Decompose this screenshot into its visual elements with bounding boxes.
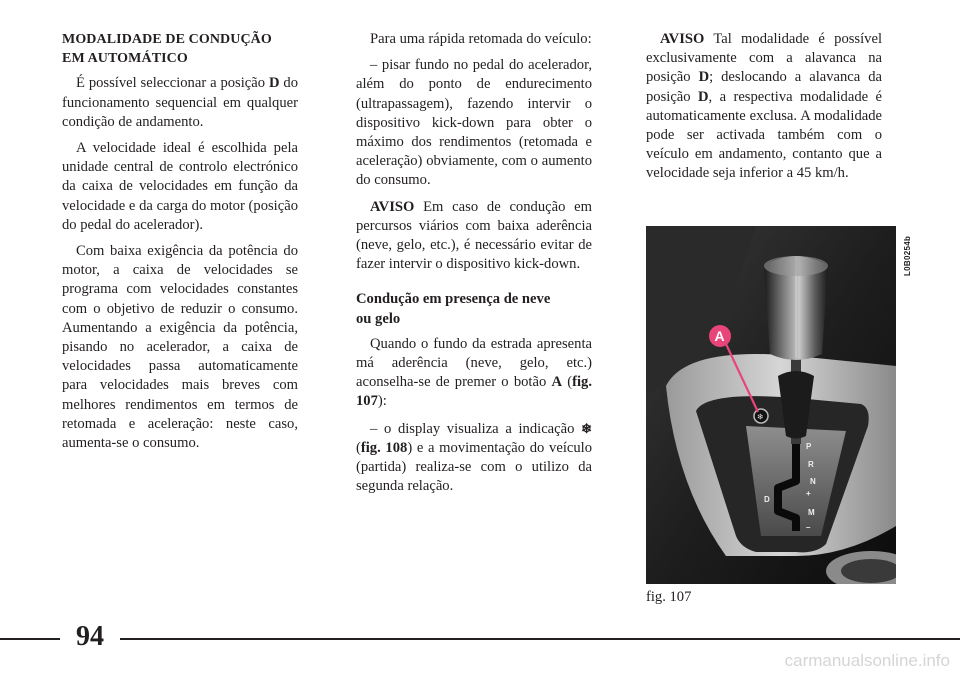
snowflake-icon: ❄ — [757, 412, 764, 422]
figure-caption: fig. 107 — [646, 589, 692, 605]
column-2 — [356, 30, 592, 503]
column-3 — [646, 30, 882, 191]
column-1 — [62, 30, 298, 460]
watermark: carmanualsonline.info — [784, 651, 950, 670]
footer-rule-right — [120, 638, 960, 640]
warning-label: AVISO — [660, 31, 705, 47]
gate-label-minus: – — [806, 523, 811, 532]
section-heading-snow: Condução em presença de neve ou gelo — [356, 291, 551, 327]
gate-label-p: P — [806, 442, 812, 451]
gate-label-plus: + — [806, 489, 811, 498]
page-number: 94 — [76, 621, 104, 652]
warning-paragraph: AVISO Tal modalidade é possível exclusivamente com a alavanca na posição D; deslocando a alavanca da posição D, a respectiva modalidade é automaticamente exclusa. A modalidade pode ser activada também com o veículo em andamento, contanto que a velocidade seja inferior a 45 km/h. — [646, 31, 882, 182]
gear-selector-photo — [646, 226, 896, 584]
paragraph: – pisar fundo no pedal do acelerador, além do ponto de endurecimento (ultrapassagem), fazendo intervir o dispositivo kick-down para obter o máximo dos rendimentos (retomada e aceleração) obviamente, com o aumento do consumo. — [356, 57, 592, 189]
footer-rule-left — [0, 638, 60, 640]
paragraph: É possível seleccionar a posição D do funcionamento sequencial em qualquer condição de andamento. — [62, 75, 298, 130]
paragraph: Para uma rápida retomada do veículo: — [370, 31, 592, 47]
gear-selector-illustration — [646, 226, 896, 584]
figure-reference: fig. 108 — [360, 439, 408, 456]
gate-label-m: M — [808, 508, 815, 517]
callout-a-label: A — [714, 328, 725, 344]
gate-label-d: D — [764, 495, 770, 504]
paragraph: A velocidade ideal é escolhida pela unidade central de controlo electrónico da caixa de velocidades em função da velocidade e da carga do motor (posição do pedal do acelerador). — [62, 140, 298, 233]
gate-label-r: R — [808, 460, 814, 469]
section-heading-automatic: MODALIDADE DE CONDUÇÃO EM AUTOMÁTICO — [62, 32, 272, 67]
warning-label: AVISO — [370, 198, 415, 215]
warning-paragraph: AVISO Em caso de condução em percursos viários com baixa aderência (neve, gelo, etc.), é necessário evitar de fazer intervir o dispositivo kick-down. — [356, 198, 592, 273]
figure-reference: fig. 107 — [356, 374, 592, 410]
snowflake-icon: ❄ — [581, 420, 592, 436]
paragraph: – o display visualiza a indicação ❄ (fig. 108) e a movimentação do veículo (partida) realiza-se com o utilizo da segunda relação. — [356, 420, 592, 495]
figure-code: L0B0254b — [903, 235, 912, 276]
paragraph: Com baixa exigência da potência do motor, a caixa de velocidades se programa com velocidades constantes com o objetivo de reduzir o consumo. Aumentando a exigência da potência, pisando no acelerador, a caixa de velocidades passa automaticamente para velocidades mais breves com melhores rendimentos em termos de retomada e aceleração: neste caso, aumenta-se o consumo. — [62, 243, 298, 452]
paragraph: Quando o fundo da estrada apresenta má aderência (neve, gelo, etc.) aconselha-se de premer o botão A (fig. 107): — [356, 335, 592, 410]
gate-label-n: N — [810, 477, 816, 486]
